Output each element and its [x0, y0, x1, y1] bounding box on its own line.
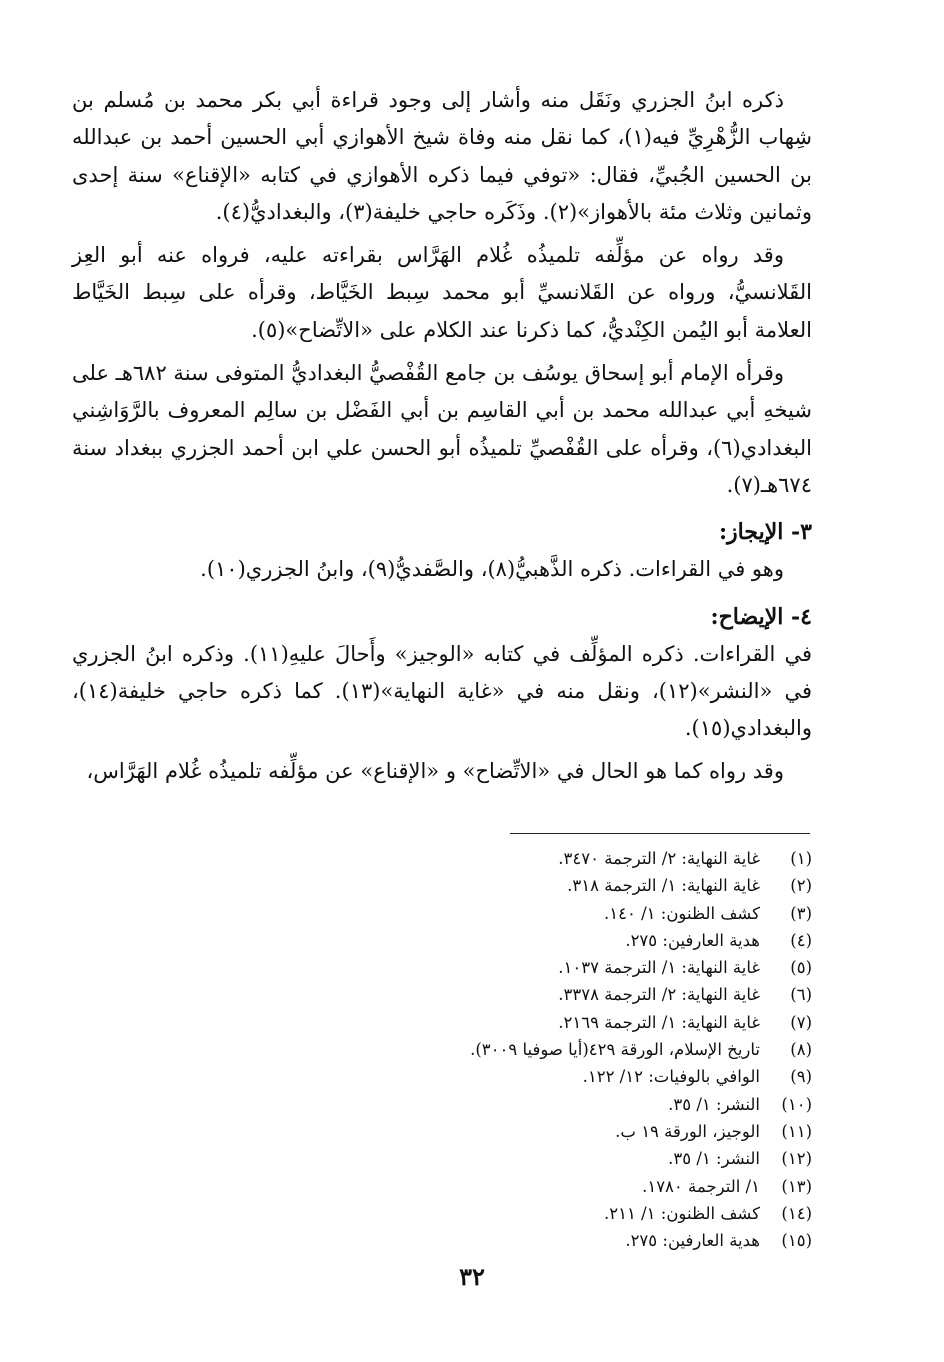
footnote-text: هدية العارفين: ٢٧٥.: [625, 1231, 760, 1251]
footnote-item: [252, 1009, 812, 1036]
footnote-number: (١٥): [781, 1231, 812, 1251]
footnote-text: النشر: ١/ ٣٥.: [668, 1149, 760, 1169]
footnote-text: الوجيز، الورقة ١٩ ب.: [615, 1121, 760, 1141]
footnotes-list: [252, 845, 812, 1254]
footnote-text: هدية العارفين: ٢٧٥.: [625, 930, 760, 950]
footnote-text: غاية النهاية: ١/ الترجمة ١٠٣٧.: [558, 958, 760, 978]
footnote-number: (١٣): [781, 1176, 812, 1196]
footnote-item: [252, 1200, 812, 1227]
footnote-item: [252, 927, 812, 954]
footnote-divider: [510, 833, 810, 834]
section-heading-ijaz: ٣- الإيجاز:: [718, 519, 812, 546]
footnote-text: الوافي بالوفيات: ١٢/ ١٢٢.: [582, 1067, 760, 1087]
paragraph: وهو في القراءات. ذكره الذَّهبيُّ(٨)، والصَّفديُّ(٩)، وابنُ الجزري(١٠).: [200, 557, 784, 582]
footnote-item: [252, 1118, 812, 1145]
footnote-number: (٨): [790, 1040, 812, 1060]
footnote-text: كشف الظنون: ١/ ١٤٠.: [603, 903, 760, 923]
footnote-item: [252, 845, 812, 872]
footnote-number: (٦): [790, 985, 812, 1005]
footnote-number: (٧): [790, 1012, 812, 1032]
footnote-item: [252, 872, 812, 899]
footnote-text: كشف الظنون: ١/ ٢١١.: [603, 1203, 760, 1223]
footnote-text: غاية النهاية: ٢/ الترجمة ٣٤٧٠.: [558, 849, 760, 868]
footnote-number: (١٠): [781, 1094, 812, 1114]
paragraph: وقد رواه كما هو الحال في «الاتِّضاح» و «الإقناع» عن مؤلِّفه تلميذُه غُلام الهَرَّاس،: [86, 759, 784, 784]
footnote-number: (٤): [790, 930, 812, 950]
footnote-number: (٣): [790, 903, 812, 923]
footnote-number: (١٢): [781, 1149, 812, 1169]
page-number: ٣٢: [459, 1262, 485, 1291]
paragraph: في القراءات. ذكره المؤلِّف في كتابه «الوجيز» وأَحالَ عليهِ(١١). وذكره ابنُ الجزري في «النشر»(١٢)، ونقل منه في «غاية النهاية»(١٣). كما ذكره حاجي خليفة(١٤)، والبغدادي(١٥).: [72, 641, 812, 741]
section-heading-idah: ٤- الإيضاح:: [710, 603, 812, 630]
paragraph: وقرأه الإمام أبو إسحاق يوسُف بن جامع القُفْصيُّ البغداديُّ المتوفى سنة ٦٨٢هـ على شيخهِ أبي عبدالله محمد بن أبي القاسِم بن أبي الفَضْل بن سالِم المعروف بالرَّوَاشِني البغدادي(٦)، وقرأه على القُفْصيِّ تلميذُه أبو الحسن علي ابن أحمد الجزري ببغداد سنة ٦٧٤هـ(٧).: [72, 361, 812, 497]
footnote-number: (١١): [781, 1121, 812, 1141]
footnote-number: (١): [790, 849, 812, 868]
footnote-item: [252, 1036, 812, 1063]
footnote-item: [252, 900, 812, 927]
footnote-text: ١/ الترجمة ١٧٨٠.: [642, 1176, 760, 1196]
footnote-number: (١٤): [781, 1203, 812, 1223]
footnote-text: غاية النهاية: ٢/ الترجمة ٣٣٧٨.: [558, 985, 760, 1005]
footnote-item: [252, 1063, 812, 1090]
paragraph: ذكره ابنُ الجزري ونَقَل منه وأشار إلى وجود قراءة أبي بكر محمد بن مُسلم بن شِهاب الزُّهْرِيِّ فيه(١)، كما نقل منه وفاة شيخ الأهوازي أبي الحسين أحمد بن عبدالله بن الحسين الجُبيِّ، فقال: «توفي فيما ذكره الأهوازي في كتابه «الإقناع» سنة إحدى وثمانين وثلاث مئة بالأهواز»(٢). وذَكَره حاجي خليفة(٣)، والبغداديُّ(٤).: [72, 88, 812, 224]
footnote-text: غاية النهاية: ١/ الترجمة ٢١٦٩.: [558, 1012, 760, 1032]
footnote-item: [252, 1173, 812, 1200]
footnote-text: تاريخ الإسلام، الورقة ٤٢٩(أيا صوفيا ٣٠٠٩).: [470, 1040, 760, 1060]
footnote-item: [252, 1227, 812, 1254]
footnote-item: [252, 981, 812, 1008]
footnote-text: النشر: ١/ ٣٥.: [668, 1094, 760, 1114]
footnote-item: [252, 954, 812, 981]
paragraph: وقد رواه عن مؤلِّفه تلميذُه غُلام الهَرَّاس بقراءته عليه، فرواه عنه أبو العِز القَلانسيُّ، ورواه عن القَلانسيِّ أبو محمد سِبط الخَيَّاط، وقرأه على سِبط الخَيَّاط العلامة أبو اليُمن الكِنْديُّ، كما ذكرنا عند الكلام على «الاتِّضاح»(٥).: [72, 243, 812, 342]
main-text: [72, 82, 812, 797]
footnote-item: [252, 1091, 812, 1118]
footnote-number: (٩): [790, 1067, 812, 1087]
footnote-text: غاية النهاية: ١/ الترجمة ٣١٨.: [567, 876, 760, 896]
footnote-number: (٥): [790, 958, 812, 978]
footnote-number: (٢): [790, 876, 812, 896]
footnote-item: [252, 1145, 812, 1172]
